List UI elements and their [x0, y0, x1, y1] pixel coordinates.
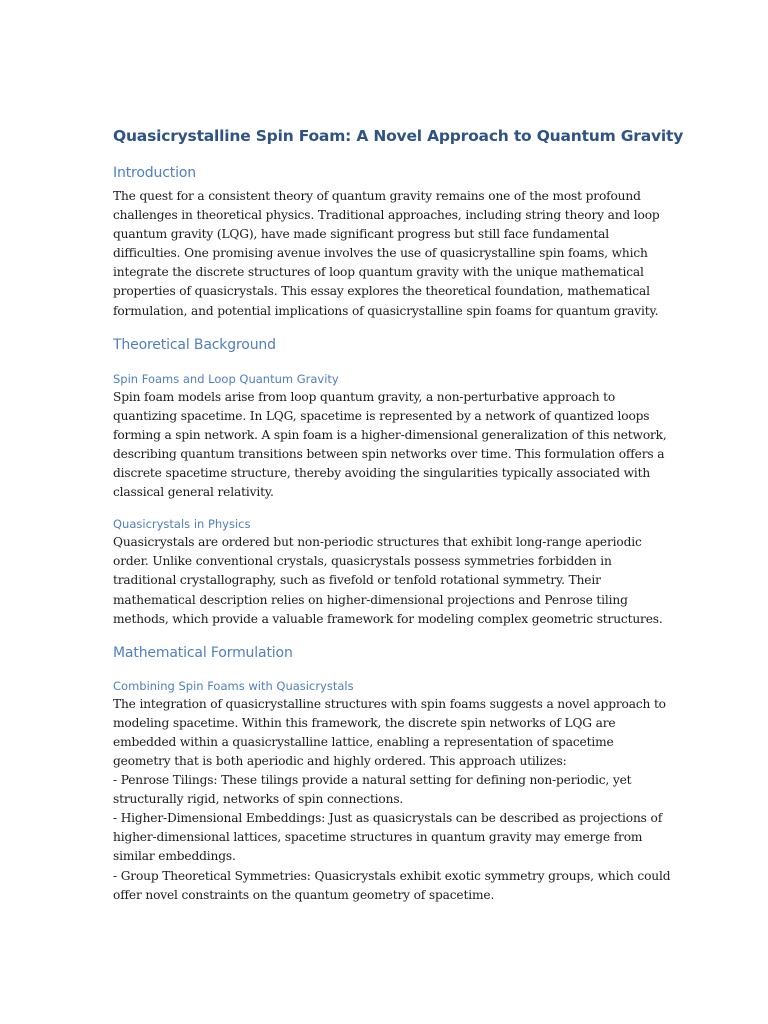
introduction-heading: Introduction	[113, 165, 196, 181]
text-line: geometry that is both aperiodic and highly ordered. This approach utilizes:	[113, 753, 567, 768]
text-line: The integration of quasicrystalline structures with spin foams suggests a novel approach to	[113, 696, 666, 711]
text-line: The quest for a consistent theory of quantum gravity remains one of the most profound	[113, 189, 641, 203]
text-line: mathematical description relies on higher-dimensional projections and Penrose tiling	[113, 592, 628, 607]
introduction-paragraph	[113, 187, 660, 321]
text-line: classical general relativity.	[113, 485, 274, 500]
text-line: offer novel constraints on the quantum geometry of spacetime.	[113, 887, 495, 902]
text-line: discrete spacetime structure, thereby avoiding the singularities typically associated with	[113, 466, 651, 481]
text-line: describing quantum transitions between spin networks over time. This formulation offers a	[113, 446, 665, 461]
list-item: - Penrose Tilings: These tilings provide a natural setting for defining non-periodic, yet	[113, 773, 632, 788]
spin-foams-paragraph	[113, 388, 667, 503]
text-line: order. Unlike conventional crystals, quasicrystals possess symmetries forbidden in	[113, 554, 612, 569]
mathematical-formulation-heading: Mathematical Formulation	[113, 644, 293, 661]
list-item: - Group Theoretical Symmetries: Quasicrystals exhibit exotic symmetry groups, which could	[113, 868, 671, 883]
theoretical-background-heading: Theoretical Background	[113, 336, 276, 353]
text-line: quantizing spacetime. In LQG, spacetime is represented by a network of quantized loops	[113, 408, 650, 423]
text-line: similar embeddings.	[113, 849, 236, 864]
quasicrystals-paragraph	[113, 533, 663, 628]
text-line: Spin foam models arise from loop quantum gravity, a non-perturbative approach to	[113, 389, 616, 404]
text-line: integrate the discrete structures of loop quantum gravity with the unique mathematical	[113, 265, 644, 280]
text-line: challenges in theoretical physics. Traditional approaches, including string theory and loop	[113, 208, 660, 223]
text-line: Quasicrystals are ordered but non-periodic structures that exhibit long-range aperiodic	[113, 535, 642, 550]
text-line: modeling spacetime. Within this framework, the discrete spin networks of LQG are	[113, 715, 616, 730]
text-line: structurally rigid, networks of spin connections.	[113, 792, 404, 807]
list-item: - Higher-Dimensional Embeddings: Just as quasicrystals can be described as projections of	[113, 811, 663, 826]
text-line: embedded within a quasicrystalline lattice, enabling a representation of spacetime	[113, 734, 614, 749]
document-title: Quasicrystalline Spin Foam: A Novel Approach to Quantum Gravity	[113, 127, 684, 145]
spin-foams-heading: Spin Foams and Loop Quantum Gravity	[113, 371, 339, 386]
text-line: difficulties. One promising avenue involves the use of quasicrystalline spin foams, which	[113, 246, 648, 261]
text-line: forming a spin network. A spin foam is a higher-dimensional generalization of this network,	[113, 427, 667, 442]
combining-paragraph	[113, 695, 671, 905]
quasicrystals-heading: Quasicrystals in Physics	[113, 517, 251, 532]
text-line: methods, which provide a valuable framework for modeling complex geometric structures.	[113, 611, 663, 626]
text-line: traditional crystallography, such as fivefold or tenfold rotational symmetry. Their	[113, 573, 601, 588]
combining-heading: Combining Spin Foams with Quasicrystals	[113, 678, 354, 693]
text-line: quantum gravity (LQG), have made significant progress but still face fundamental	[113, 227, 609, 242]
text-line: higher-dimensional lattices, spacetime structures in quantum gravity may emerge from	[113, 830, 643, 845]
text-line: properties of quasicrystals. This essay explores the theoretical foundation, mathematical	[113, 284, 650, 299]
text-line: formulation, and potential implications of quasicrystalline spin foams for quantum gravity.	[113, 303, 659, 318]
